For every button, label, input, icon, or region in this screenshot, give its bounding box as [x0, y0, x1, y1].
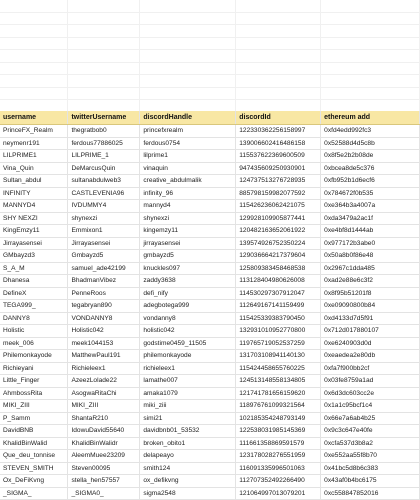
table-cell[interactable]: 139006602416486158: [236, 137, 321, 150]
table-cell[interactable]: 0x03fe8759a1ad: [321, 375, 420, 388]
table-cell[interactable]: 0xda3479a2ac1f: [321, 212, 420, 225]
table-cell[interactable]: GMbayzd3: [0, 250, 68, 263]
table-row: [0, 325, 420, 338]
table-row: [0, 125, 420, 138]
table-cell[interactable]: richieleex1: [140, 362, 236, 375]
table-cell[interactable]: 0x52588d4d5c8b: [321, 137, 420, 150]
table-cell[interactable]: 0x9c3c647e40fe: [321, 425, 420, 438]
table-cell[interactable]: 0xe552aa55f8b70: [321, 450, 420, 463]
table-cell[interactable]: 0x66e7a6ab4b25: [321, 412, 420, 425]
table-cell[interactable]: 115426236062421075: [236, 200, 321, 213]
table-cell[interactable]: 0xfa7f900bb2cf: [321, 362, 420, 375]
table-cell[interactable]: thegratbob0: [68, 125, 140, 138]
table-cell[interactable]: 0xd4133d7d5f91: [321, 312, 420, 325]
table-cell[interactable]: 114530297307912047: [236, 287, 321, 300]
table-row: [0, 187, 420, 200]
table-cell[interactable]: tegabryan890: [68, 300, 140, 313]
table-cell[interactable]: meek1044153: [68, 337, 140, 350]
table-cell[interactable]: broken_obito1: [140, 437, 236, 450]
table-cell[interactable]: PrinceFX_Realm: [0, 125, 68, 138]
table-cell[interactable]: Holistic: [0, 325, 68, 338]
table-cell[interactable]: 129036664217379604: [236, 250, 321, 263]
table-cell[interactable]: S_A_M: [0, 262, 68, 275]
table-cell[interactable]: creative_abdulmalik: [140, 175, 236, 188]
table-cell[interactable]: vinaquin: [140, 162, 236, 175]
table-cell[interactable]: 0xe09090800b84: [321, 300, 420, 313]
column-header[interactable]: discordHandle: [140, 111, 236, 125]
table-cell[interactable]: simi21: [140, 412, 236, 425]
table-row: [0, 225, 420, 238]
table-cell[interactable]: philemonkayode: [140, 350, 236, 363]
table-cell[interactable]: ShantaR210: [68, 412, 140, 425]
table-cell[interactable]: Richieleex1: [68, 362, 140, 375]
table-cell[interactable]: LILPRIME_1: [68, 150, 140, 163]
table-cell[interactable]: 0x50a8b0f86e48: [321, 250, 420, 263]
table-cell[interactable]: MIKI_ZIII: [68, 400, 140, 413]
table-cell[interactable]: meek_006: [0, 337, 68, 350]
table-cell[interactable]: 122330362256158997: [236, 125, 321, 138]
table-cell[interactable]: 113128404980626008: [236, 275, 321, 288]
table-cell[interactable]: godstime0459_11505: [140, 337, 236, 350]
column-header[interactable]: username: [0, 111, 68, 125]
table-cell[interactable]: adegbotega999: [140, 300, 236, 313]
table-body: [0, 125, 420, 500]
table-cell[interactable]: 118976761099321564: [236, 400, 321, 413]
table-cell[interactable]: 0xfd4edd992fc3: [321, 125, 420, 138]
table-cell[interactable]: VONDANNY8: [68, 312, 140, 325]
table-cell[interactable]: davidbnb01_53532: [140, 425, 236, 438]
table-cell[interactable]: kingemzy11: [140, 225, 236, 238]
table-cell[interactable]: INFINITY: [0, 187, 68, 200]
table-row: [0, 350, 420, 363]
table-cell[interactable]: Sultan_abdul: [0, 175, 68, 188]
table-cell[interactable]: 0x43af0b4bc6175: [321, 475, 420, 488]
table-row: [0, 200, 420, 213]
table-cell[interactable]: 947435609250930901: [236, 162, 321, 175]
table-cell[interactable]: ferdous77886025: [68, 137, 140, 150]
table-cell[interactable]: AsogwaRitaChi: [68, 387, 140, 400]
table-cell[interactable]: 115537622369600509: [236, 150, 321, 163]
table-cell[interactable]: shynexzi: [140, 212, 236, 225]
table-cell[interactable]: Que_deu_tonnise: [0, 450, 68, 463]
table-cell[interactable]: 0x8f5e2b2b08de: [321, 150, 420, 163]
table-row: [0, 287, 420, 300]
table-cell[interactable]: amaka1079: [140, 387, 236, 400]
table-cell[interactable]: MANNYD4: [0, 200, 68, 213]
table-cell[interactable]: 0x8f95b51201f8: [321, 287, 420, 300]
table-cell[interactable]: KhalidBinWalidr: [68, 437, 140, 450]
table-cell[interactable]: Emmixon1: [68, 225, 140, 238]
table-cell[interactable]: lamathe007: [140, 375, 236, 388]
table-cell[interactable]: DefineX: [0, 287, 68, 300]
table-cell[interactable]: 0x2967c1dda485: [321, 262, 420, 275]
table-cell[interactable]: DavidBNB: [0, 425, 68, 438]
table-cell[interactable]: 129928109905877441: [236, 212, 321, 225]
table-row: [0, 487, 420, 500]
table-row: [0, 337, 420, 350]
table-cell[interactable]: shynexzi: [68, 212, 140, 225]
table-row: [0, 462, 420, 475]
table-row: [0, 437, 420, 450]
table-cell[interactable]: lilprime1: [140, 150, 236, 163]
table-row: [0, 137, 420, 150]
column-header[interactable]: ethereum add: [321, 111, 420, 125]
table-cell[interactable]: princefxrealm: [140, 125, 236, 138]
table-cell[interactable]: MatthewPaul191: [68, 350, 140, 363]
table-cell[interactable]: SHY NEXZI: [0, 212, 68, 225]
table-cell[interactable]: stella_hen57557: [68, 475, 140, 488]
table-cell[interactable]: 111661358869591579: [236, 437, 321, 450]
table-cell[interactable]: 132931010952770800: [236, 325, 321, 338]
table-cell[interactable]: AzeezLolade22: [68, 375, 140, 388]
table-cell[interactable]: Steven00095: [68, 462, 140, 475]
table-cell[interactable]: holistic042: [140, 325, 236, 338]
table-cell[interactable]: KingEmzy11: [0, 225, 68, 238]
table-cell[interactable]: 124513148558134805: [236, 375, 321, 388]
table-cell[interactable]: MIKI_ZIII: [0, 400, 68, 413]
table-cell[interactable]: 0xbcea8de5c376: [321, 162, 420, 175]
table-cell[interactable]: Ox_DeFiKvng: [0, 475, 68, 488]
table-cell[interactable]: 102185354248793149: [236, 412, 321, 425]
table-cell[interactable]: 125809383458468538: [236, 262, 321, 275]
table-cell[interactable]: 0xe4bf8d1444ab: [321, 225, 420, 238]
table-cell[interactable]: 0x1a1c95bcf1c4: [321, 400, 420, 413]
data-table: [0, 111, 420, 500]
table-cell[interactable]: 0xe6240903d0d: [321, 337, 420, 350]
table-cell[interactable]: IdowuDavid55640: [68, 425, 140, 438]
table-cell[interactable]: sultanabdulweb3: [68, 175, 140, 188]
table-cell[interactable]: 0xeaedea2e80db: [321, 350, 420, 363]
table-cell[interactable]: 139574926752350224: [236, 237, 321, 250]
table-row: [0, 387, 420, 400]
table-cell[interactable]: Gmbayzd5: [68, 250, 140, 263]
table-cell[interactable]: _SIGMA0_: [68, 487, 140, 500]
table-cell[interactable]: smith124: [140, 462, 236, 475]
table-cell[interactable]: ox_defikvng: [140, 475, 236, 488]
table-cell[interactable]: sigma2548: [140, 487, 236, 500]
table-cell[interactable]: DeMarcusQuin: [68, 162, 140, 175]
table-cell[interactable]: 112649167141159499: [236, 300, 321, 313]
table-cell[interactable]: infinity_96: [140, 187, 236, 200]
table-cell[interactable]: 120482163652061922: [236, 225, 321, 238]
table-cell[interactable]: DANNY8: [0, 312, 68, 325]
table-cell[interactable]: 0x784672f0b535: [321, 187, 420, 200]
table-cell[interactable]: Vina_Quin: [0, 162, 68, 175]
table-cell[interactable]: miki_ziii: [140, 400, 236, 413]
table-cell[interactable]: 121064997013079201: [236, 487, 321, 500]
table-row: [0, 162, 420, 175]
table-cell[interactable]: 0x6d3dc603cc2e: [321, 387, 420, 400]
table-row: [0, 275, 420, 288]
table-cell[interactable]: 885798159982077592: [236, 187, 321, 200]
table-cell[interactable]: mannyd4: [140, 200, 236, 213]
table-cell[interactable]: _SIGMA_: [0, 487, 68, 500]
table-cell[interactable]: samuel_ade42199: [68, 262, 140, 275]
table-cell[interactable]: Jirrayasensei: [0, 237, 68, 250]
table-cell[interactable]: Holistic042: [68, 325, 140, 338]
table-cell[interactable]: Little_Finger: [0, 375, 68, 388]
table-cell[interactable]: Dhanesa: [0, 275, 68, 288]
table-cell[interactable]: vondanny8: [140, 312, 236, 325]
table-cell[interactable]: 0xc558847852016: [321, 487, 420, 500]
table-cell[interactable]: defi_nify: [140, 287, 236, 300]
table-cell[interactable]: STEVEN_SMITH: [0, 462, 68, 475]
table-cell[interactable]: knuckles097: [140, 262, 236, 275]
table-row: [0, 212, 420, 225]
table-cell[interactable]: 0xcfa537d3b8a2: [321, 437, 420, 450]
table-cell[interactable]: ferdous0754: [140, 137, 236, 150]
table-cell[interactable]: 131703108941140130: [236, 350, 321, 363]
table-cell[interactable]: 124737513276728935: [236, 175, 321, 188]
table-row: [0, 150, 420, 163]
table-cell[interactable]: 122538031985145369: [236, 425, 321, 438]
table-cell[interactable]: Jirrayasensei: [68, 237, 140, 250]
table-row: [0, 237, 420, 250]
empty-rows-top: [0, 0, 420, 113]
table-cell[interactable]: CASTLEVENIA96: [68, 187, 140, 200]
table-cell[interactable]: Richieyani: [0, 362, 68, 375]
table-cell[interactable]: P_Samm: [0, 412, 68, 425]
table-cell[interactable]: 119765719052537259: [236, 337, 321, 350]
table-row: [0, 375, 420, 388]
table-row: [0, 425, 420, 438]
table-cell[interactable]: gmbayzd5: [140, 250, 236, 263]
table-row: [0, 312, 420, 325]
table-cell[interactable]: jirrayasensei: [140, 237, 236, 250]
table-cell[interactable]: 115424458655760225: [236, 362, 321, 375]
table-row: [0, 362, 420, 375]
table-cell[interactable]: PenneRoos: [68, 287, 140, 300]
table-cell[interactable]: LILPRIME1: [0, 150, 68, 163]
table-row: [0, 262, 420, 275]
table-cell[interactable]: TEGA999_: [0, 300, 68, 313]
table-cell[interactable]: KhalidBinWalid: [0, 437, 68, 450]
table-row: [0, 300, 420, 313]
table-cell[interactable]: 0x41bc5d8b6c383: [321, 462, 420, 475]
table-cell[interactable]: IVDUMMY4: [68, 200, 140, 213]
table-row: [0, 175, 420, 188]
table-cell[interactable]: BhadmanVibez: [68, 275, 140, 288]
table-cell[interactable]: 115425339383790450: [236, 312, 321, 325]
table-row: [0, 475, 420, 488]
table-cell[interactable]: 0x977172b3abe0: [321, 237, 420, 250]
table-row: [0, 250, 420, 263]
table-cell[interactable]: delapeayo: [140, 450, 236, 463]
table-cell[interactable]: 0xe364b3a4007a: [321, 200, 420, 213]
table-cell[interactable]: 0xad2e88e6c3f2: [321, 275, 420, 288]
table-cell[interactable]: Philemonkayode: [0, 350, 68, 363]
column-header[interactable]: discordId: [236, 111, 321, 125]
table-cell[interactable]: 0x712d017880107: [321, 325, 420, 338]
table-cell[interactable]: 123178028276551959: [236, 450, 321, 463]
table-cell[interactable]: 116091335996501063: [236, 462, 321, 475]
table-row: [0, 450, 420, 463]
table-cell[interactable]: 121741781656159620: [236, 387, 321, 400]
table-cell[interactable]: 112707352492266490: [236, 475, 321, 488]
table-row: [0, 400, 420, 413]
column-header[interactable]: twitterUsername: [68, 111, 140, 125]
table-cell[interactable]: 0xfb952b1d6ecf6: [321, 175, 420, 188]
table-cell[interactable]: AleemMuee23209: [68, 450, 140, 463]
table-cell[interactable]: neymenr191: [0, 137, 68, 150]
table-cell[interactable]: zaddy3638: [140, 275, 236, 288]
table-row: [0, 412, 420, 425]
header-row: [0, 111, 420, 125]
table-cell[interactable]: AhmbossRita: [0, 387, 68, 400]
